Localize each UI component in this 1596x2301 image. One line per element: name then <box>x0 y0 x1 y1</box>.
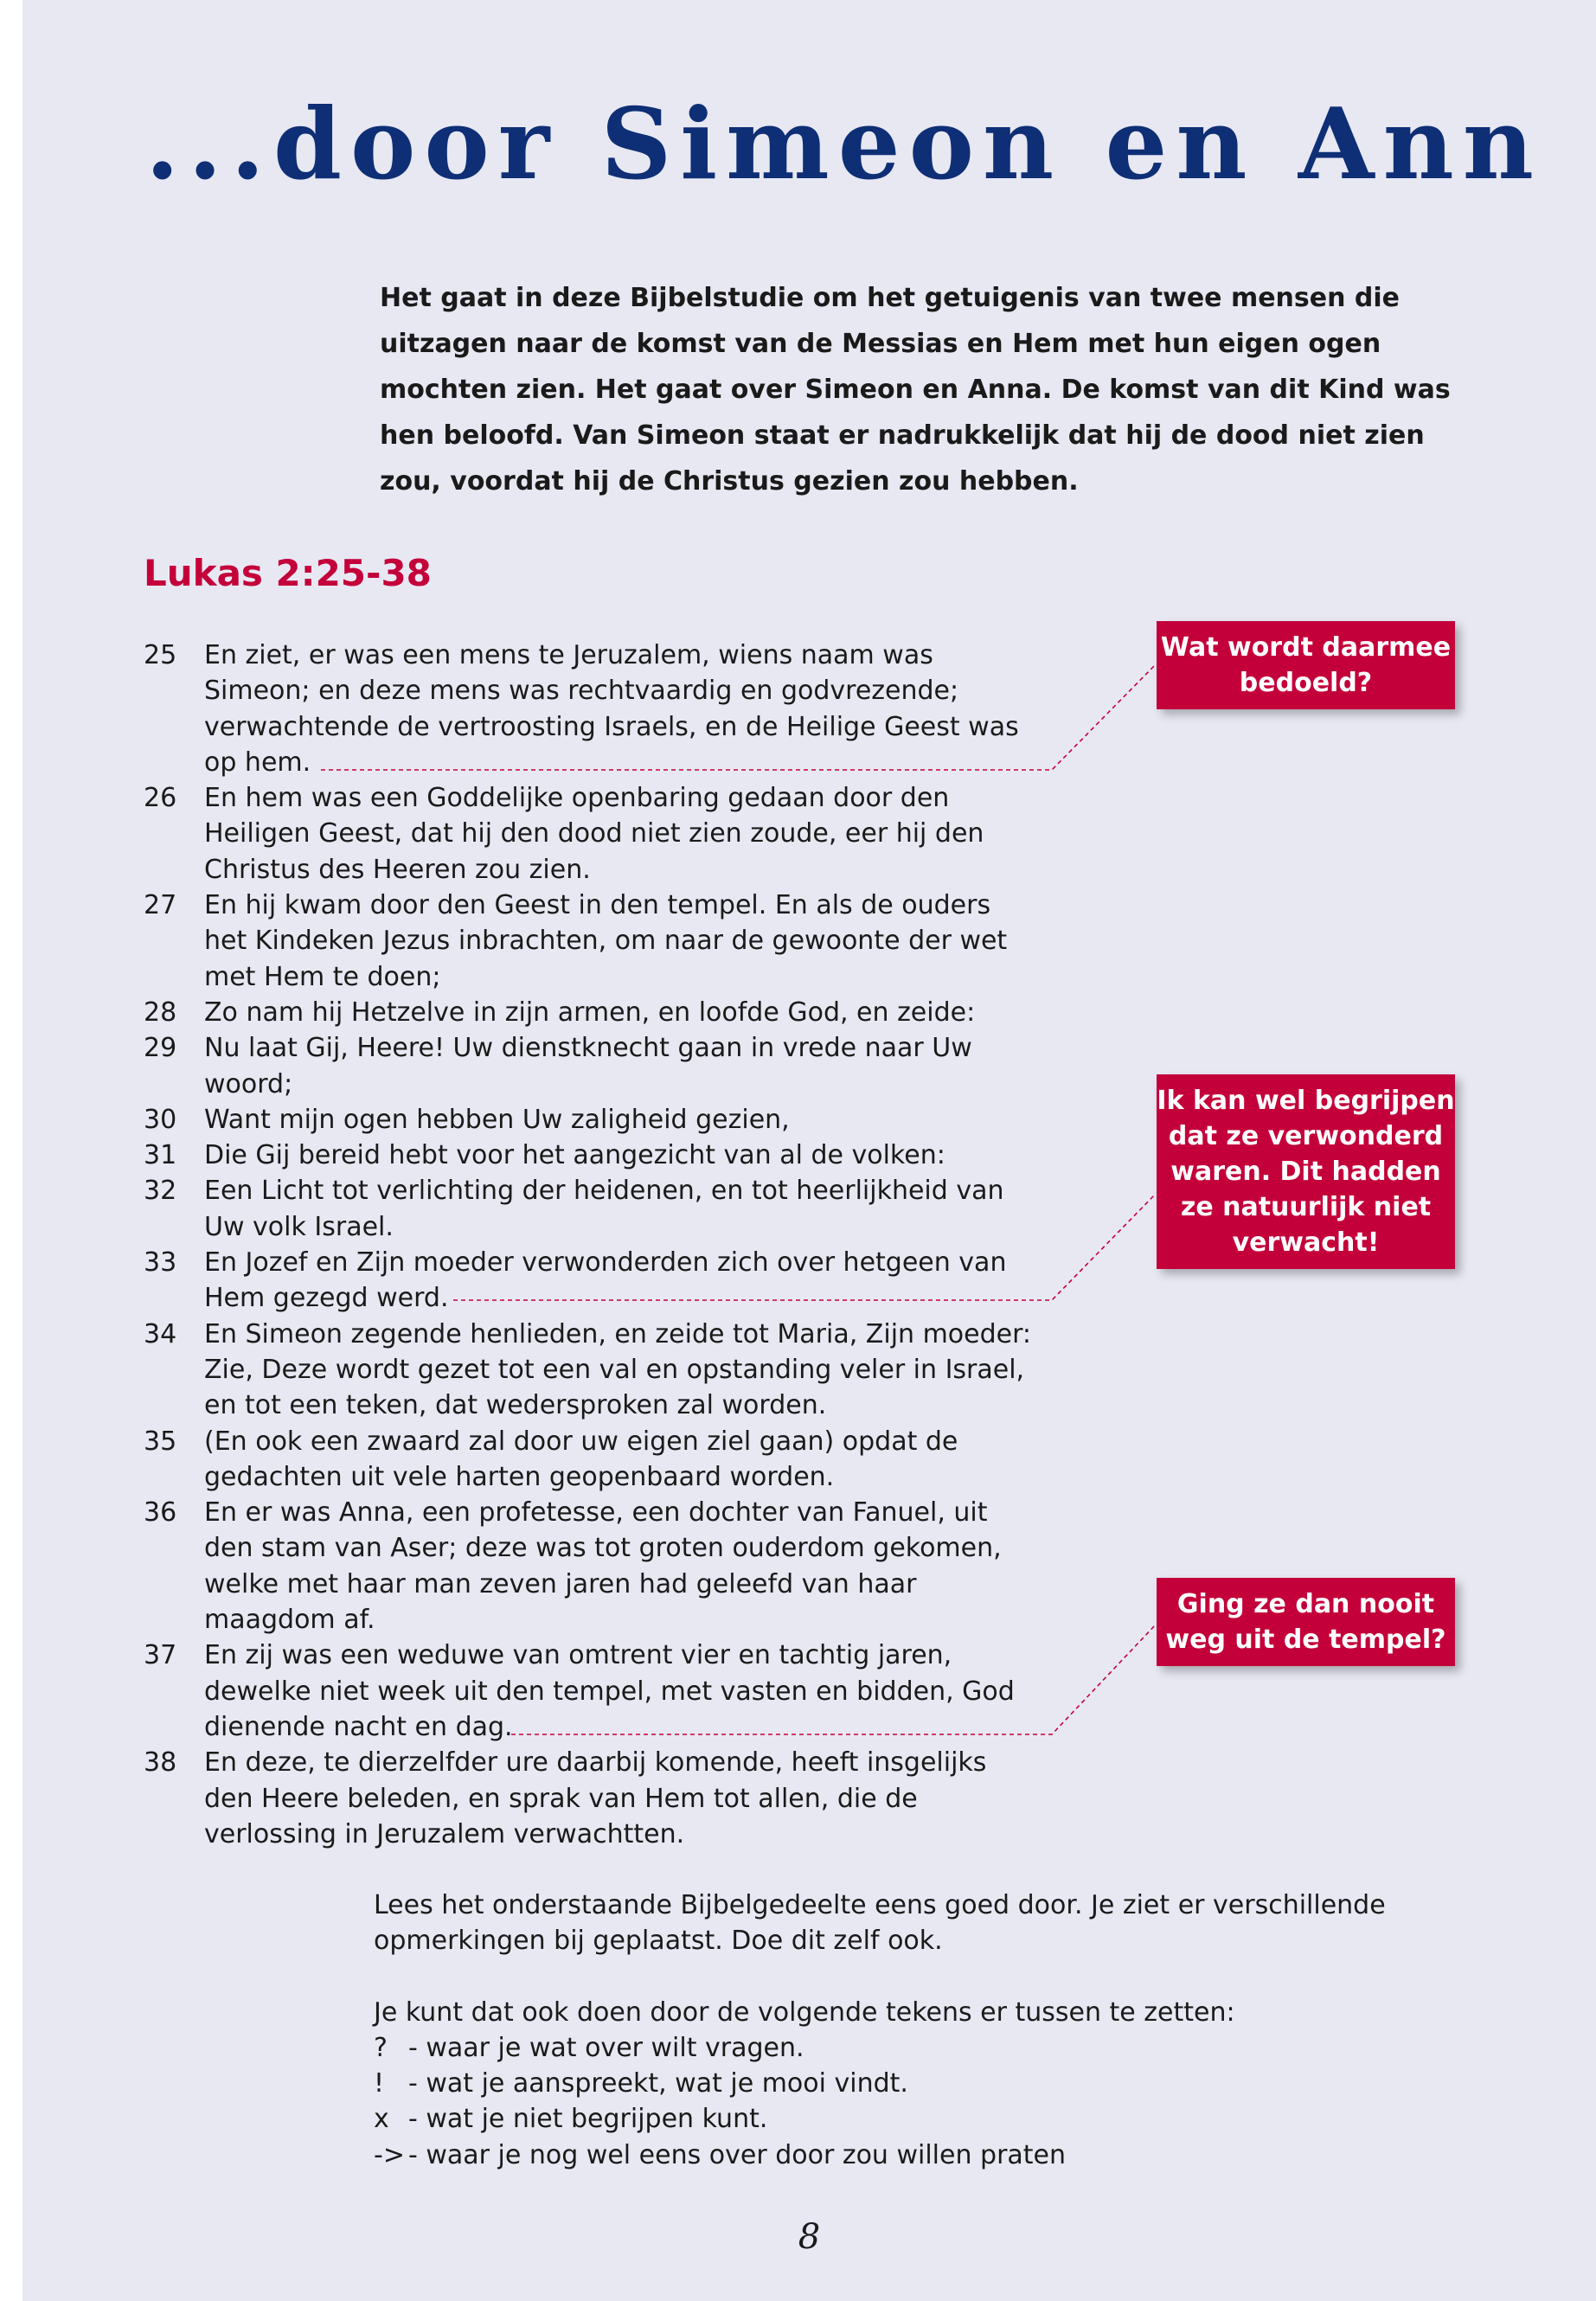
sign-description: - wat je aanspreekt, wat je mooi vindt. <box>408 2068 908 2099</box>
verse-number: 31 <box>144 1140 177 1171</box>
sign-description: - wat je niet begrijpen kunt. <box>408 2104 768 2135</box>
verse-text: En Simeon zegende henlieden, en zeide tot Maria, Zijn moeder: Zie, Deze wordt gezet tot een val en opstanding veler in Israel, en tot een teken, dat wedersproken zal worden. <box>204 1318 1032 1421</box>
verse-number: 35 <box>144 1426 177 1457</box>
connector-line-3 <box>511 1625 1156 1734</box>
page <box>22 0 1596 2301</box>
sign-symbol: x <box>374 2104 389 2135</box>
page-number: 8 <box>798 2217 821 2257</box>
verse-number: 36 <box>144 1497 177 1529</box>
verse-text: Want mijn ogen hebben Uw zaligheid gezien, <box>204 1104 790 1135</box>
sign-symbol: -> <box>374 2139 405 2170</box>
verse-number: 25 <box>144 640 177 670</box>
verse-number: 38 <box>144 1747 177 1779</box>
verse-number: 28 <box>144 997 177 1028</box>
sign-cross <box>374 2101 1498 2137</box>
verse-number: 29 <box>144 1033 177 1064</box>
verse-number: 26 <box>144 783 177 814</box>
annotation-note-1: Wat wordt daarmee bedoeld? <box>1157 621 1455 709</box>
instructions-intro: Lees het onderstaande Bijbelgedeelte eens goed door. Je ziet er verschillende opmerkingen bij geplaatst. Doe dit zelf ook. <box>374 1890 1386 1957</box>
instructions <box>374 1888 1498 2173</box>
verse-text: En hij kwam door den Geest in den tempel. En als de ouders het Kindeken Jezus inbrachten, om naar de gewoonte der wet met Hem te doen; <box>204 890 1008 992</box>
page-title: ...door Simeon en Ann <box>145 87 1542 202</box>
connector-line-1 <box>321 664 1156 770</box>
verse-text: En ziet, er was een mens te Jeruzalem, wiens naam was Simeon; en deze mens was rechtvaardig en godvrezende; verwachtende de vertroosting Israels, en de Heilige Geest was op hem. <box>204 640 1019 778</box>
instructions-signs-intro: Je kunt dat ook doen door de volgende tekens er tussen te zetten: <box>374 1997 1235 2028</box>
connector-line-2 <box>453 1194 1156 1300</box>
sign-symbol: ? <box>374 2032 388 2063</box>
scripture-reference: Lukas 2:25-38 <box>144 552 432 594</box>
verse-number: 27 <box>144 890 177 921</box>
sign-symbol: ! <box>374 2068 385 2099</box>
verse-text: En deze, te dierzelfder ure daarbij komende, heeft insgelijks den Heere beleden, en sprak van Hem tot allen, die de verlossing in Jeruzalem verwachtten. <box>204 1747 987 1849</box>
intro-paragraph: Het gaat in deze Bijbelstudie om het getuigenis van twee mensen die uitzagen naar de komst van de Messias en Hem met hun eigen ogen mochten zien. Het gaat over Simeon en Anna. De komst van dit Kind was hen beloofd. Van Simeon staat er nadrukkelijk dat hij de dood niet zien zou, voordat hij de Christus gezien zou hebben. <box>380 283 1451 497</box>
sign-question <box>374 2030 1498 2066</box>
sign-arrow <box>374 2138 1498 2173</box>
verse-text: Die Gij bereid hebt voor het aangezicht van al de volken: <box>204 1140 945 1171</box>
sign-description: - waar je wat over wilt vragen. <box>408 2032 804 2063</box>
verse-number: 33 <box>144 1247 177 1279</box>
annotation-note-3: Ging ze dan nooit weg uit de tempel? <box>1157 1578 1455 1666</box>
verse-number: 30 <box>144 1104 177 1135</box>
verse-number: 32 <box>144 1176 177 1207</box>
verse-text: En Jozef en Zijn moeder verwonderden zich over hetgeen van Hem gezegd werd. <box>204 1247 1007 1314</box>
verse-text: Een Licht tot verlichting der heidenen, en tot heerlijkheid van Uw volk Israel. <box>204 1176 1004 1242</box>
annotation-note-2: Ik kan wel begrijpen dat ze verwonderd waren. Dit hadden ze natuurlijk niet verwacht! <box>1157 1074 1455 1269</box>
verse-text: En er was Anna, een profetesse, een dochter van Fanuel, uit den stam van Aser; deze was tot groten ouderdom gekomen, welke met haar man zeven jaren had geleefd van haar maagdom af. <box>204 1497 1002 1636</box>
verse-number: 37 <box>144 1640 177 1671</box>
verse-text: En zij was een weduwe van omtrent vier en tachtig jaren, dewelke niet week uit den tempel, met vasten en bidden, God dienende nacht en dag. <box>204 1640 1015 1742</box>
verse-number: 34 <box>144 1318 177 1349</box>
verse-text: (En ook een zwaard zal door uw eigen ziel gaan) opdat de gedachten uit vele harten geopenbaard worden. <box>204 1426 958 1492</box>
verse-text: Nu laat Gij, Heere! Uw dienstknecht gaan in vrede naar Uw woord; <box>204 1033 972 1099</box>
verse-text: En hem was een Goddelijke openbaring gedaan door den Heiligen Geest, dat hij den dood niet zien zoude, eer hij den Christus des Heeren zou zien. <box>204 783 984 885</box>
sign-description: - waar je nog wel eens over door zou willen praten <box>408 2139 1067 2170</box>
verse-text: Zo nam hij Hetzelve in zijn armen, en loofde God, en zeide: <box>204 997 976 1028</box>
sign-exclamation <box>374 2066 1498 2101</box>
